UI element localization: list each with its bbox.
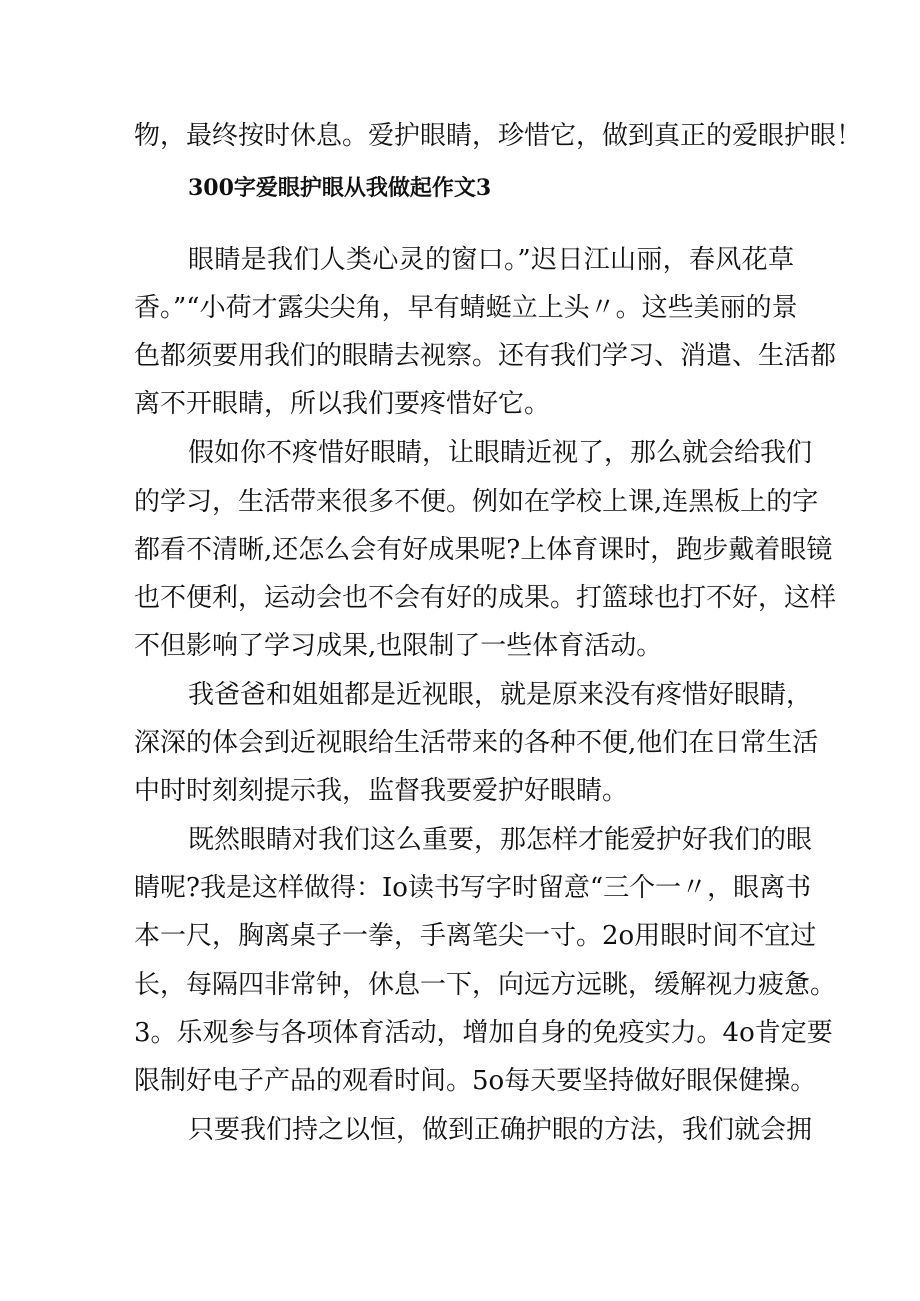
paragraph-1-line-3: 色都须要用我们的眼睛去视察。还有我们学习、消遣、生活都 — [134, 341, 837, 371]
paragraph-4-line-1: 既然眼睛对我们这么重要，那怎样才能爱护好我们的眼 — [188, 825, 813, 855]
paragraph-3-line-1: 我爸爸和姐姐都是近视眼，就是原来没有疼惜好眼睛， — [188, 680, 813, 710]
paragraph-2-line-2: 的学习，生活带来很多不便。例如在学校上课,连黑板上的字 — [134, 487, 819, 517]
section-title: 300字爱眼护眼从我做起作文3 — [188, 175, 492, 201]
opening-line: 物，最终按时休息。爱护眼睛，珍惜它，做到真正的爱眼护眼！ — [134, 121, 863, 151]
paragraph-4-line-2: 睛呢?我是这样做得：Io读书写字时留意“三个一〃，眼离书 — [134, 873, 812, 903]
paragraph-1-line-4: 离不开眼睛，所以我们要疼惜好它。 — [134, 389, 551, 419]
paragraph-2-line-3: 都看不清晰,还怎么会有好成果呢?上体育课时，跑步戴着眼镜 — [134, 535, 833, 565]
paragraph-4-line-6: 限制好电子产品的观看时间。5o每天要坚持做好眼保健操。 — [134, 1066, 817, 1096]
paragraph-4-line-3: 本一尺，胸离桌子一拳，手离笔尖一寸。2o用眼时间不宜过 — [134, 921, 817, 951]
paragraph-4-line-5: 3。乐观参与各项体育活动，增加自身的免疫实力。4o肯定要 — [134, 1018, 833, 1048]
paragraph-3-line-2: 深深的体会到近视眼给生活带来的各种不便,他们在日常生活 — [134, 728, 819, 758]
paragraph-4-line-4: 长，每隔四非常钟，休息一下，向远方远眺，缓解视力疲惫。 — [134, 970, 837, 1000]
paragraph-1-line-1: 眼睛是我们人类心灵的窗口。”迟日江山丽，春风花草 — [188, 245, 794, 275]
paragraph-2-line-1: 假如你不疼惜好眼睛，让眼睛近视了，那么就会给我们 — [188, 438, 813, 468]
paragraph-3-line-3: 中时时刻刻提示我，监督我要爱护好眼睛。 — [134, 776, 629, 806]
paragraph-1-line-2: 香。”“小荷才露尖尖角，早有蜻蜓立上头〃。这些美丽的景 — [134, 293, 798, 323]
paragraph-2-line-4: 也不便利，运动会也不会有好的成果。打篮球也打不好，这样 — [134, 583, 837, 613]
paragraph-5-line-1: 只要我们持之以恒，做到正确护眼的方法，我们就会拥 — [188, 1115, 813, 1145]
paragraph-2-line-5: 不但影响了学习成果,也限制了一些体育活动。 — [134, 631, 663, 661]
